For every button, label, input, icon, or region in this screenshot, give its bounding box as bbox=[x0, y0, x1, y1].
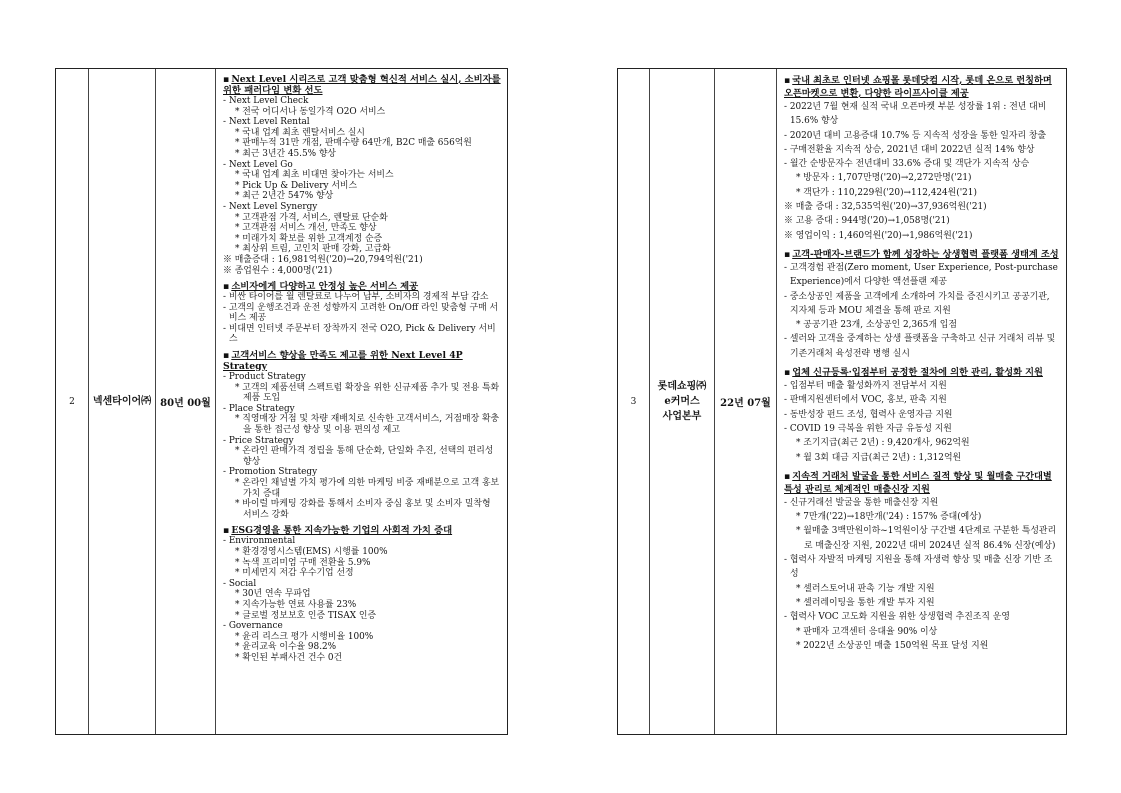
content-line: - 비대면 인터넷 주문부터 장착까지 전국 O2O, Pick & Delivery 서비스 bbox=[223, 323, 496, 345]
content-line: * 확인된 부패사건 건수 0건 bbox=[235, 652, 343, 663]
right-number-text: 3 bbox=[630, 396, 637, 407]
left-section-4 bbox=[223, 525, 501, 663]
content-line: - 2020년 대비 고용증대 10.7% 등 지속적 성장을 통한 일자리 창출 bbox=[784, 130, 1047, 141]
content-line: * 국내 업계 최초 비대면 찾아가는 서비스 bbox=[235, 170, 394, 181]
square-bullet-icon: ▪ bbox=[223, 74, 230, 85]
content-line: * 판매누적 31만 개점, 판매수량 64만개, B2C 매출 656억원 bbox=[235, 138, 472, 149]
square-bullet-icon: ▪ bbox=[784, 248, 791, 260]
content-line: * Pick Up & Delivery 서비스 bbox=[235, 180, 358, 191]
content-line: * 글로벌 정보보호 인증 TISAX 인증 bbox=[235, 610, 377, 621]
content-line: - Product Strategy bbox=[223, 372, 306, 383]
right-section-4 bbox=[784, 470, 1060, 653]
left-date-text: 80년 00월 bbox=[160, 398, 211, 409]
content-line: - COVID 19 극복을 위한 자금 유동성 지원 bbox=[784, 423, 952, 434]
content-line: - 판매지원센터에서 VOC, 홍보, 판촉 지원 bbox=[784, 395, 947, 406]
right-content-cell bbox=[777, 69, 1066, 734]
section-title-text: 고객-판매자-브랜드가 함께 성장하는 상생협력 플랫폼 생태계 조성 bbox=[792, 248, 1059, 260]
left-date-cell bbox=[156, 69, 216, 734]
content-line: - 동반성장 펀드 조성, 협력사 운영자금 지원 bbox=[784, 409, 953, 420]
content-line: - Price Strategy bbox=[223, 435, 294, 446]
content-line: * 미래가치 확보를 위한 고객계정 순증 bbox=[235, 233, 383, 244]
content-line: * 지속가능한 연료 사용률 23% bbox=[235, 599, 357, 610]
right-date-text: 22년 07월 bbox=[720, 398, 771, 409]
content-line: * 방문자 : 1,707만명('20)→2,272만명('21) bbox=[796, 173, 972, 184]
section-title-text: Next Level 시리즈로 고객 맞춤형 혁신적 서비스 실시, 소비자를 위한 패러다임 변화 선도 bbox=[223, 74, 501, 96]
left-record-table bbox=[55, 68, 508, 735]
right-section-3 bbox=[784, 366, 1060, 465]
right-company-line-1: 롯데쇼핑㈜ bbox=[657, 381, 707, 392]
square-bullet-icon: ▪ bbox=[223, 525, 230, 537]
content-line: - 협력사 VOC 고도화 지원을 위한 상생협력 추진조직 운영 bbox=[784, 612, 1010, 623]
content-line: * 판매자 고객센터 응대율 90% 이상 bbox=[796, 626, 938, 637]
content-line: * 30년 연속 무파업 bbox=[235, 589, 311, 600]
square-bullet-icon: ▪ bbox=[223, 350, 230, 362]
content-line: - 협력사 자발적 마케팅 지원을 통해 자생력 향상 및 매출 신장 기반 조성 bbox=[784, 555, 1053, 580]
content-line: * 직영매장 거점 및 차량 재배치로 신속한 고객서비스, 거점매장 확충을 통한 접근성 향상 및 이용 편의성 제고 bbox=[235, 414, 500, 436]
content-line: ※ 종업원수 : 4,000명('21) bbox=[223, 265, 333, 276]
section-title-text: 지속적 거래처 발굴을 통한 서비스 질적 향상 및 월매출 구간대별 특성 관리로 체계적인 매출신장 지원 bbox=[784, 470, 1052, 495]
right-section-2 bbox=[784, 248, 1060, 361]
section-title bbox=[784, 248, 1060, 261]
content-line: - Promotion Strategy bbox=[223, 467, 318, 478]
content-line: * 윤리교육 이수율 98.2% bbox=[235, 642, 337, 653]
content-line: ※ 매출 증대 : 32,535억원('20)→37,936억원('21) bbox=[784, 202, 987, 213]
right-record-number bbox=[618, 69, 650, 734]
section-title-text: 업체 신규등록·입점부터 공정한 절차에 의한 관리, 활성화 지원 bbox=[792, 367, 1043, 379]
content-line: * 셀러레이팅을 통한 개발 투자 지원 bbox=[796, 597, 935, 608]
content-line: - 고객의 운행조건과 운전 성향까지 고려한 On/Off 라인 맞춤형 구매 서비스 제공 bbox=[223, 302, 499, 324]
left-company-cell bbox=[89, 69, 156, 734]
left-section-3 bbox=[223, 350, 501, 520]
content-line: - Place Strategy bbox=[223, 403, 295, 414]
content-line: * 녹색 프리미엄 구매 전환율 5.9% bbox=[235, 557, 371, 568]
left-company-name: 넥센타이어㈜ bbox=[92, 396, 152, 407]
content-line: - Governance bbox=[223, 621, 283, 632]
content-line: * 온라인 판매가격 정립을 통해 단순화, 단일화 추진, 선택의 편리성 향상 bbox=[235, 446, 494, 467]
right-record-table bbox=[617, 68, 1067, 735]
content-line: - 비싼 타이어를 월 렌탈료로 나누어 납부, 소비자의 경제적 부담 감소 bbox=[223, 292, 489, 303]
content-line: - Environmental bbox=[223, 536, 296, 547]
left-number-text: 2 bbox=[69, 396, 75, 407]
content-line: * 국내 업계 최초 렌탈서비스 실시 bbox=[235, 127, 365, 138]
content-line: * 7만개('22)→18만개('24) : 157% 증대(예상) bbox=[796, 512, 982, 523]
content-line: ※ 매출증대 : 16,981억원('20)→20,794억원('21) bbox=[223, 254, 423, 265]
left-section-2 bbox=[223, 281, 501, 345]
content-line: - Next Level Rental bbox=[223, 117, 310, 128]
content-line: - 셀러와 고객을 중계하는 상생 플랫폼을 구축하고 신규 거래처 리뷰 및 기존거래처 육성전략 병행 실시 bbox=[784, 334, 1056, 359]
square-bullet-icon: ▪ bbox=[784, 367, 791, 379]
section-title-text: 국내 최초로 인터넷 쇼핑몰 롯데닷컴 시작, 롯데 온으로 런칭하며 오픈마켓으로 변환, 다양한 라이프사이클 제공 bbox=[784, 75, 1052, 99]
content-line: ※ 영업이익 : 1,460억원('20)→1,986억원('21) bbox=[784, 230, 973, 241]
content-line: * 환경경영시스템(EMS) 시행률 100% bbox=[235, 546, 388, 557]
square-bullet-icon: ▪ bbox=[223, 281, 230, 293]
content-line: * 최근 3년간 45.5% 향상 bbox=[235, 148, 337, 159]
content-line: - 신규거래선 발굴을 통한 매출신장 지원 bbox=[784, 497, 939, 508]
left-record-number bbox=[56, 69, 89, 734]
content-line: - 2022년 7월 현재 실적 국내 오픈마켓 부분 성장률 1위 : 전년 대비 15.6% 향상 bbox=[784, 102, 1047, 127]
section-title bbox=[784, 74, 1060, 100]
content-line: * 공공기관 23개, 소상공인 2,365개 입점 bbox=[796, 320, 957, 331]
section-title-text: ESG경영을 통한 지속가능한 기업의 사회적 가치 증대 bbox=[231, 525, 453, 537]
square-bullet-icon: ▪ bbox=[784, 75, 791, 86]
section-title bbox=[223, 281, 501, 292]
content-line: * 고객의 제품선택 스펙트럼 확장을 위한 신규제품 추가 및 전용 특화 제품 도입 bbox=[235, 382, 500, 404]
section-title bbox=[223, 74, 501, 96]
content-line: - 구매전환율 지속적 상승, 2021년 대비 2022년 실적 14% 향상 bbox=[784, 144, 1035, 155]
content-line: ※ 고용 증대 : 944명('20)→1,058명('21) bbox=[784, 216, 950, 227]
section-title-text: 소비자에게 다양하고 안정성 높은 서비스 제공 bbox=[231, 281, 419, 293]
content-line: - Social bbox=[223, 578, 257, 589]
content-line: - 중소상공인 제품을 고객에게 소개하여 가치를 증진시키고 공공기관, 지자체 등과 MOU 체결을 통해 판로 지원 bbox=[784, 291, 1050, 316]
content-line: * 전국 어디서나 동일가격 O2O 서비스 bbox=[235, 106, 386, 117]
content-line: * 미세먼지 저감 우수기업 선정 bbox=[235, 568, 354, 579]
right-company-cell bbox=[650, 69, 715, 734]
content-line: * 2022년 소상공인 매출 150억원 목표 달성 지원 bbox=[796, 640, 989, 651]
section-title bbox=[784, 366, 1060, 379]
content-line: * 온라인 채널별 가치 평가에 의한 마케팅 비중 재배분으로 고객 홍보가치 증대 bbox=[235, 478, 500, 499]
content-line: * 윤리 리스크 평가 시행비율 100% bbox=[235, 631, 374, 642]
content-line: - 고객경험 관점(Zero moment, User Experience, Post-purchase Experience)에서 다양한 액션플랜 제공 bbox=[784, 262, 1058, 288]
content-line: - 입점부터 매출 활성화까지 전담부서 지원 bbox=[784, 381, 947, 392]
section-title-text: 고객서비스 향상을 만족도 제고를 위한 Next Level 4P Strategy bbox=[223, 350, 463, 373]
content-line: * 고객관점 서비스 개선, 만족도 향상 bbox=[235, 223, 377, 234]
square-bullet-icon: ▪ bbox=[784, 470, 791, 482]
right-date-cell bbox=[715, 69, 777, 734]
content-line: * 객단가 : 110,229원('20)→112,424원('21) bbox=[796, 187, 977, 198]
content-line: * 조기지급(최근 2년) : 9,420개사, 962억원 bbox=[796, 438, 970, 449]
content-line: - Next Level Go bbox=[223, 159, 293, 170]
content-line: * 셀러스토어내 판촉 기능 개발 지원 bbox=[796, 583, 935, 594]
content-line: * 월 3회 대금 지급(최근 2년) : 1,312억원 bbox=[796, 452, 962, 463]
right-company-line-3: 사업본부 bbox=[662, 411, 702, 422]
section-title bbox=[223, 350, 501, 372]
section-title bbox=[784, 470, 1060, 496]
section-title bbox=[223, 525, 501, 536]
left-section-1 bbox=[223, 74, 501, 276]
content-line: - Next Level Synergy bbox=[223, 201, 318, 212]
content-line: * 월매출 3백만원이하~1억원이상 구간별 4단계로 구분한 특성관리로 매출신장 지원, 2022년 대비 2024년 실적 86.4% 신장(예상) bbox=[796, 526, 1057, 551]
content-line: * 최근 2년간 547% 향상 bbox=[235, 191, 334, 202]
right-company-line-2: e커머스 bbox=[664, 396, 700, 407]
content-line: - Next Level Check bbox=[223, 96, 309, 106]
right-section-1 bbox=[784, 74, 1060, 243]
content-line: - 월간 순방문자수 전년대비 33.6% 증대 및 객단가 지속적 상승 bbox=[784, 159, 1030, 170]
content-line: * 최상위 트림, 고인치 판매 강화, 고급화 bbox=[235, 244, 391, 255]
left-content-cell bbox=[216, 69, 507, 734]
content-line: * 고객관점 가격, 서비스, 렌탈료 단순화 bbox=[235, 212, 388, 223]
content-line: * 바이럴 마케팅 강화를 통해서 소비자 중심 홍보 및 소비자 밀착형 서비스 강화 bbox=[235, 499, 491, 520]
